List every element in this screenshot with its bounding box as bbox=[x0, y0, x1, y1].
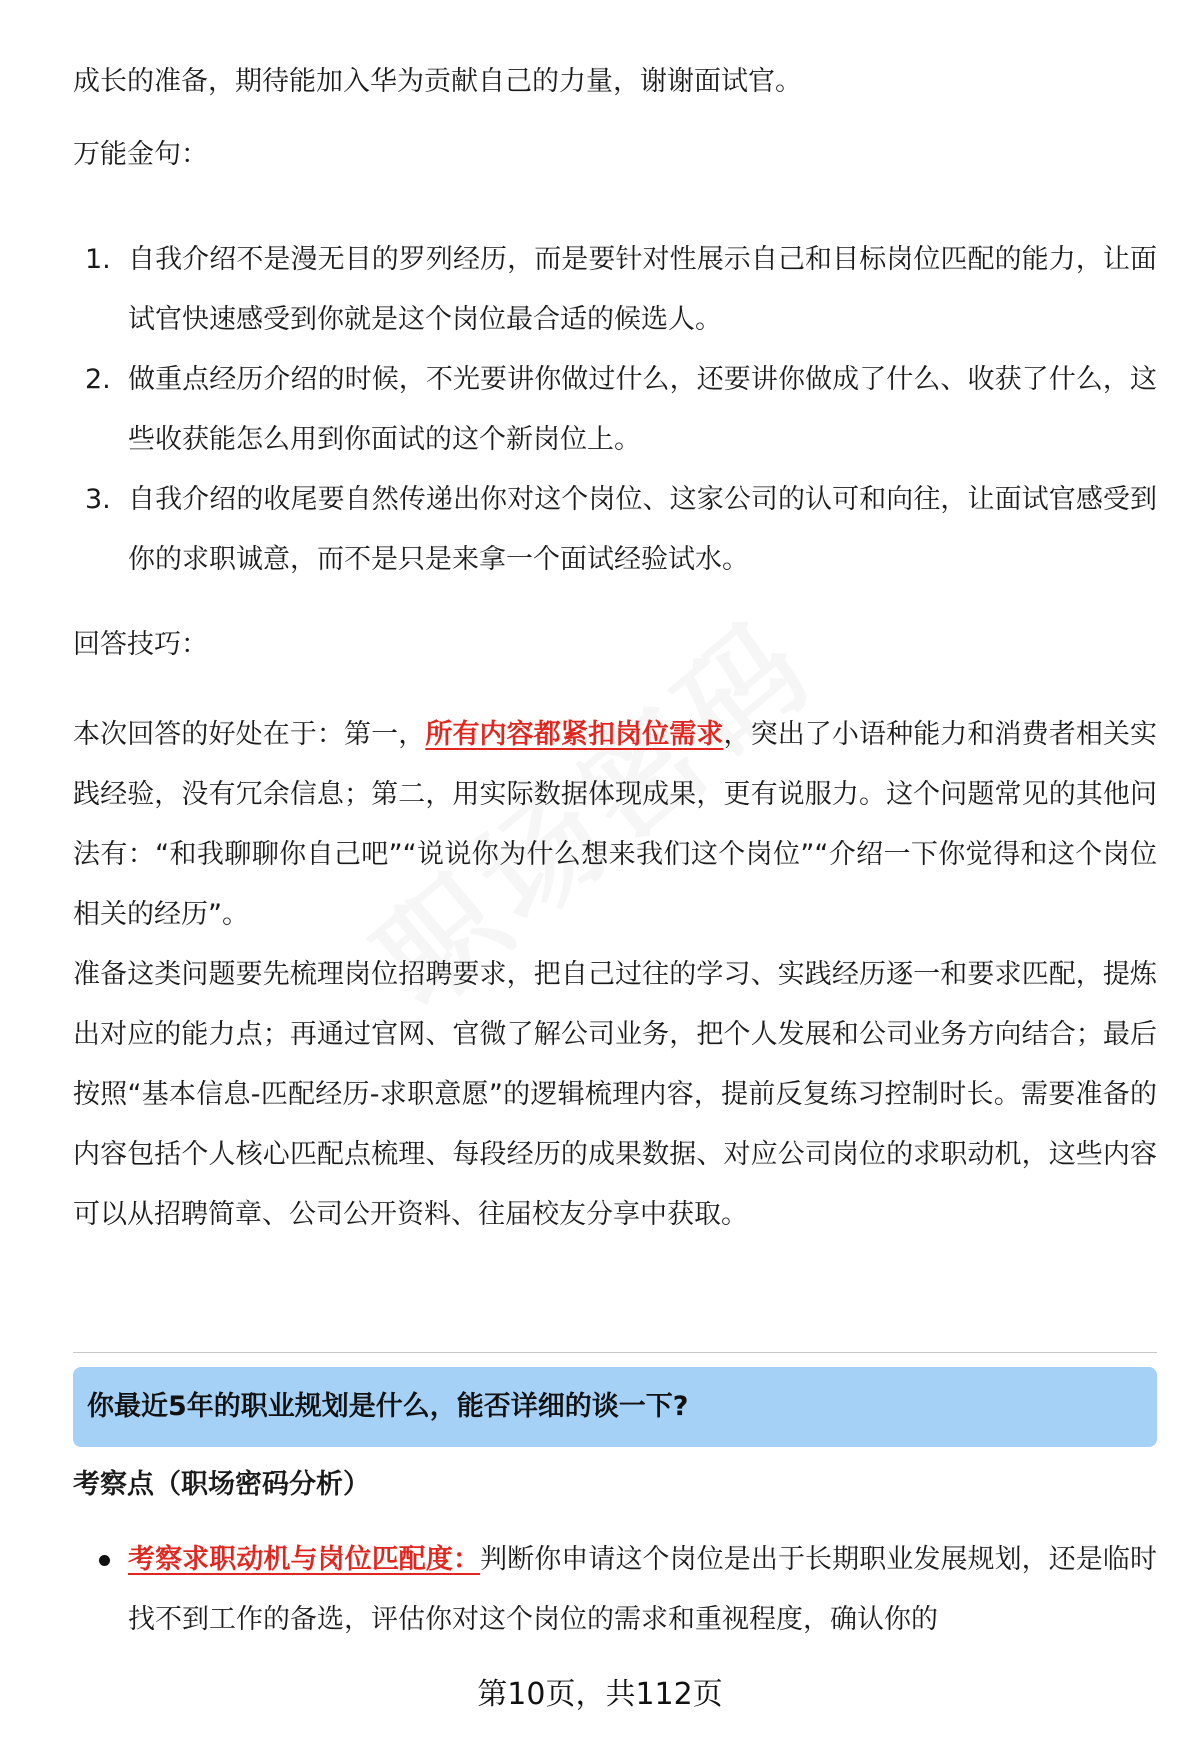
answer-tips-label: 回答技巧： bbox=[73, 629, 208, 660]
list-number: 2. bbox=[85, 364, 111, 395]
paragraph-continuation: 成长的准备，期待能加入华为贡献自己的力量，谢谢面试官。 bbox=[73, 66, 802, 97]
list-number: 3. bbox=[85, 484, 111, 515]
assessment-subheading: 考察点（职场密码分析） bbox=[73, 1469, 370, 1500]
question-title: 你最近5年的职业规划是什么，能否详细的谈一下? bbox=[87, 1391, 689, 1422]
list-number: 1. bbox=[85, 244, 111, 275]
question-banner bbox=[73, 1367, 1157, 1447]
list-item bbox=[73, 470, 1157, 590]
highlight-text: 所有内容都紧扣岗位需求 bbox=[425, 719, 724, 750]
page-number-footer: 第10页，共112页 bbox=[477, 1677, 723, 1712]
golden-sentences-label: 万能金句： bbox=[73, 139, 208, 170]
golden-sentences-list bbox=[73, 230, 1157, 590]
list-item bbox=[73, 350, 1157, 470]
list-item bbox=[73, 230, 1157, 350]
answer-text: ，突出了小语种能力和消费者相关实践经验，没有冗余信息；第二，用实际数据体现成果，更有说服力。这个问题常见的其他问法有：“和我聊聊你自己吧”“说说你为什么想来我们这个岗位”“介绍一下你觉得和这个岗位相关的经历”。 bbox=[73, 719, 1158, 930]
answer-text: 本次回答的好处在于：第一， bbox=[73, 719, 426, 750]
answer-paragraph bbox=[73, 705, 1157, 945]
list-item-text: 做重点经历介绍的时候，不光要讲你做过什么，还要讲你做成了什么、收获了什么，这些收获能怎么用到你面试的这个新岗位上。 bbox=[128, 364, 1157, 455]
bullet-icon bbox=[99, 1555, 110, 1566]
point-label: 考察求职动机与岗位匹配度： bbox=[128, 1544, 481, 1575]
list-item-text: 自我介绍的收尾要自然传递出你对这个岗位、这家公司的认可和向往，让面试官感受到你的求职诚意，而不是只是来拿一个面试经验试水。 bbox=[128, 484, 1157, 575]
assessment-points-list bbox=[73, 1530, 1157, 1650]
section-divider bbox=[73, 1352, 1157, 1353]
list-item-text: 自我介绍不是漫无目的罗列经历，而是要针对性展示自己和目标岗位匹配的能力，让面试官快速感受到你就是这个岗位最合适的候选人。 bbox=[128, 244, 1157, 335]
answer-paragraph: 准备这类问题要先梳理岗位招聘要求，把自己过往的学习、实践经历逐一和要求匹配，提炼出对应的能力点；再通过官网、官微了解公司业务，把个人发展和公司业务方向结合；最后按照“基本信息-匹配经历-求职意愿”的逻辑梳理内容，提前反复练习控制时长。需要准备的内容包括个人核心匹配点梳理、每段经历的成果数据、对应公司岗位的求职动机，这些内容可以从招聘简章、公司公开资料、往届校友分享中获取。 bbox=[73, 959, 1157, 1230]
answer-tips-body bbox=[73, 705, 1157, 1245]
list-item bbox=[73, 1530, 1157, 1650]
point-text: 判断你申请这个岗位是出于长期职业发展规划，还是临时找不到工作的备选，评估你对这个岗位的需求和重视程度，确认你的 bbox=[128, 1544, 1158, 1635]
